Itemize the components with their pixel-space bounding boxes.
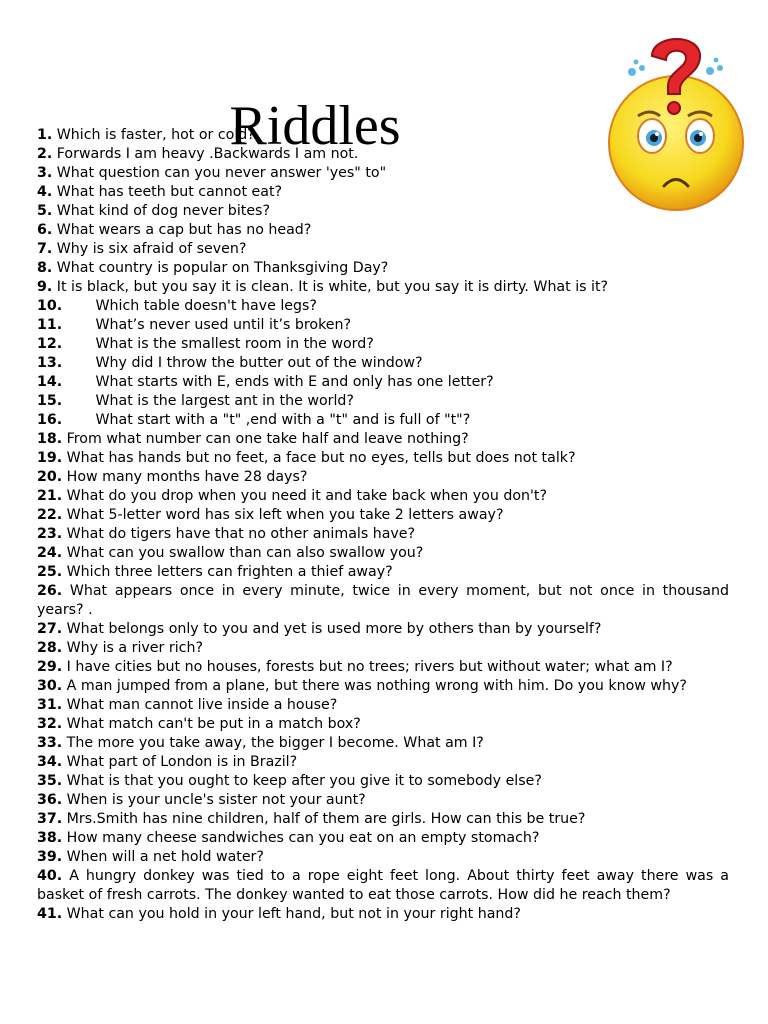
riddle-text: What man cannot live inside a house? (66, 697, 338, 713)
riddle-number: 21. (37, 488, 63, 504)
riddle-item (37, 620, 729, 639)
riddle-text: The more you take away, the bigger I become. What am I? (66, 735, 484, 751)
riddle-text: Why is a river rich? (66, 640, 203, 656)
riddle-item (37, 772, 729, 791)
riddle-number: 23. (37, 526, 63, 542)
riddle-item (37, 658, 729, 677)
riddle-number: 28. (37, 640, 63, 656)
riddle-list (37, 126, 729, 924)
riddle-number: 22. (37, 507, 63, 523)
riddle-number: 20. (37, 469, 63, 485)
riddle-number: 26. (37, 583, 63, 599)
riddle-item (37, 639, 729, 658)
riddle-text: What country is popular on Thanksgiving Day? (56, 260, 389, 276)
riddle-number: 8. (37, 260, 53, 276)
riddle-number: 33. (37, 735, 63, 751)
riddle-number: 10. (37, 298, 63, 314)
riddle-item (37, 354, 729, 373)
riddle-number: 25. (37, 564, 63, 580)
riddle-item (37, 563, 729, 582)
riddle-text: What has teeth but cannot eat? (56, 184, 283, 200)
riddle-item (37, 145, 729, 164)
riddle-number: 4. (37, 184, 53, 200)
riddle-item (37, 373, 729, 392)
riddle-text: From what number can one take half and leave nothing? (66, 431, 469, 447)
riddle-text: What question can you never answer 'yes" to" (56, 165, 387, 181)
riddle-item (37, 468, 729, 487)
riddle-item (37, 411, 729, 430)
riddle-text: A man jumped from a plane, but there was nothing wrong with him. Do you know why? (66, 678, 687, 694)
riddle-number: 30. (37, 678, 63, 694)
riddle-item (37, 221, 729, 240)
riddle-item (37, 183, 729, 202)
riddle-number: 14. (37, 374, 63, 390)
riddle-item (37, 715, 729, 734)
riddle-number: 31. (37, 697, 63, 713)
riddle-text: How many cheese sandwiches can you eat on an empty stomach? (66, 830, 540, 846)
riddle-item (37, 867, 729, 905)
riddle-item (37, 848, 729, 867)
riddle-number: 2. (37, 146, 53, 162)
riddle-number: 39. (37, 849, 63, 865)
riddle-number: 32. (37, 716, 63, 732)
riddle-item (37, 677, 729, 696)
riddle-number: 15. (37, 393, 63, 409)
riddle-number: 7. (37, 241, 53, 257)
riddle-number: 1. (37, 127, 53, 143)
riddle-item (37, 791, 729, 810)
riddle-text: Why is six afraid of seven? (56, 241, 247, 257)
riddle-number: 41. (37, 906, 63, 922)
riddle-item (37, 506, 729, 525)
riddle-text: Which is faster, hot or cold? (56, 127, 255, 143)
riddle-number: 16. (37, 412, 63, 428)
riddle-text: I have cities but no houses, forests but no trees; rivers but without water; what am I? (66, 659, 673, 675)
riddle-number: 3. (37, 165, 53, 181)
riddle-item (37, 297, 729, 316)
riddle-number: 11. (37, 317, 63, 333)
riddle-number: 18. (37, 431, 63, 447)
riddle-text: Which three letters can frighten a thief away? (66, 564, 393, 580)
riddle-text: What is the largest ant in the world? (95, 393, 354, 409)
riddle-text: What match can't be put in a match box? (66, 716, 361, 732)
riddle-text: Which table doesn't have legs? (95, 298, 317, 314)
riddle-text: What start with a "t" ,end with a "t" and is full of "t"? (95, 412, 471, 428)
riddle-text: When will a net hold water? (66, 849, 264, 865)
riddle-text: What do tigers have that no other animals have? (66, 526, 416, 542)
riddle-item (37, 753, 729, 772)
riddle-text: It is black, but you say it is clean. It is white, but you say it is dirty. What is it? (56, 279, 609, 295)
riddle-item (37, 164, 729, 183)
riddle-item (37, 202, 729, 221)
riddle-item (37, 544, 729, 563)
riddle-item (37, 278, 729, 297)
riddle-text: How many months have 28 days? (66, 469, 308, 485)
riddle-item (37, 430, 729, 449)
riddle-text: What has hands but no feet, a face but no eyes, tells but does not talk? (66, 450, 576, 466)
riddle-text: A hungry donkey was tied to a rope eight feet long. About thirty feet away there was a basket of fresh carrots. The donkey wanted to eat those carrots. How did he reach them? (37, 868, 729, 903)
riddle-item (37, 582, 729, 620)
riddle-text: What 5-letter word has six left when you take 2 letters away? (66, 507, 504, 523)
riddle-text: What is that you ought to keep after you give it to somebody else? (66, 773, 542, 789)
riddle-text: What appears once in every minute, twice in every moment, but not once in thousand years? . (37, 583, 729, 618)
riddle-number: 35. (37, 773, 63, 789)
riddle-number: 9. (37, 279, 53, 295)
riddle-item (37, 829, 729, 848)
riddle-number: 27. (37, 621, 63, 637)
riddle-number: 13. (37, 355, 63, 371)
riddle-item (37, 126, 729, 145)
riddle-item (37, 240, 729, 259)
riddle-item (37, 335, 729, 354)
riddle-item (37, 734, 729, 753)
riddle-item (37, 525, 729, 544)
riddle-number: 34. (37, 754, 63, 770)
riddle-number: 19. (37, 450, 63, 466)
riddle-text: What is the smallest room in the word? (95, 336, 374, 352)
riddle-item (37, 259, 729, 278)
riddle-item (37, 316, 729, 335)
riddle-number: 5. (37, 203, 53, 219)
riddle-text: What can you hold in your left hand, but not in your right hand? (66, 906, 521, 922)
riddle-number: 37. (37, 811, 63, 827)
riddle-item (37, 810, 729, 829)
riddle-text: When is your uncle's sister not your aunt? (66, 792, 366, 808)
riddle-number: 36. (37, 792, 63, 808)
riddle-text: What can you swallow than can also swallow you? (66, 545, 424, 561)
riddle-text: What’s never used until it’s broken? (95, 317, 352, 333)
riddle-text: What starts with E, ends with E and only has one letter? (95, 374, 494, 390)
riddle-text: Forwards I am heavy .Backwards I am not. (56, 146, 359, 162)
riddle-number: 6. (37, 222, 53, 238)
riddle-number: 38. (37, 830, 63, 846)
riddle-text: Why did I throw the butter out of the window? (95, 355, 423, 371)
riddle-item (37, 392, 729, 411)
riddle-text: What belongs only to you and yet is used more by others than by yourself? (66, 621, 602, 637)
riddle-item (37, 696, 729, 715)
page-title: Riddles (229, 94, 401, 157)
riddle-text: Mrs.Smith has nine children, half of them are girls. How can this be true? (66, 811, 586, 827)
riddle-item (37, 487, 729, 506)
riddle-item (37, 449, 729, 468)
riddle-text: What kind of dog never bites? (56, 203, 270, 219)
riddle-number: 40. (37, 868, 63, 884)
riddle-number: 12. (37, 336, 63, 352)
riddle-text: What part of London is in Brazil? (66, 754, 298, 770)
riddle-number: 29. (37, 659, 63, 675)
riddle-item (37, 905, 729, 924)
riddle-text: What wears a cap but has no head? (56, 222, 312, 238)
riddle-number: 24. (37, 545, 63, 561)
riddle-text: What do you drop when you need it and take back when you don't? (66, 488, 548, 504)
